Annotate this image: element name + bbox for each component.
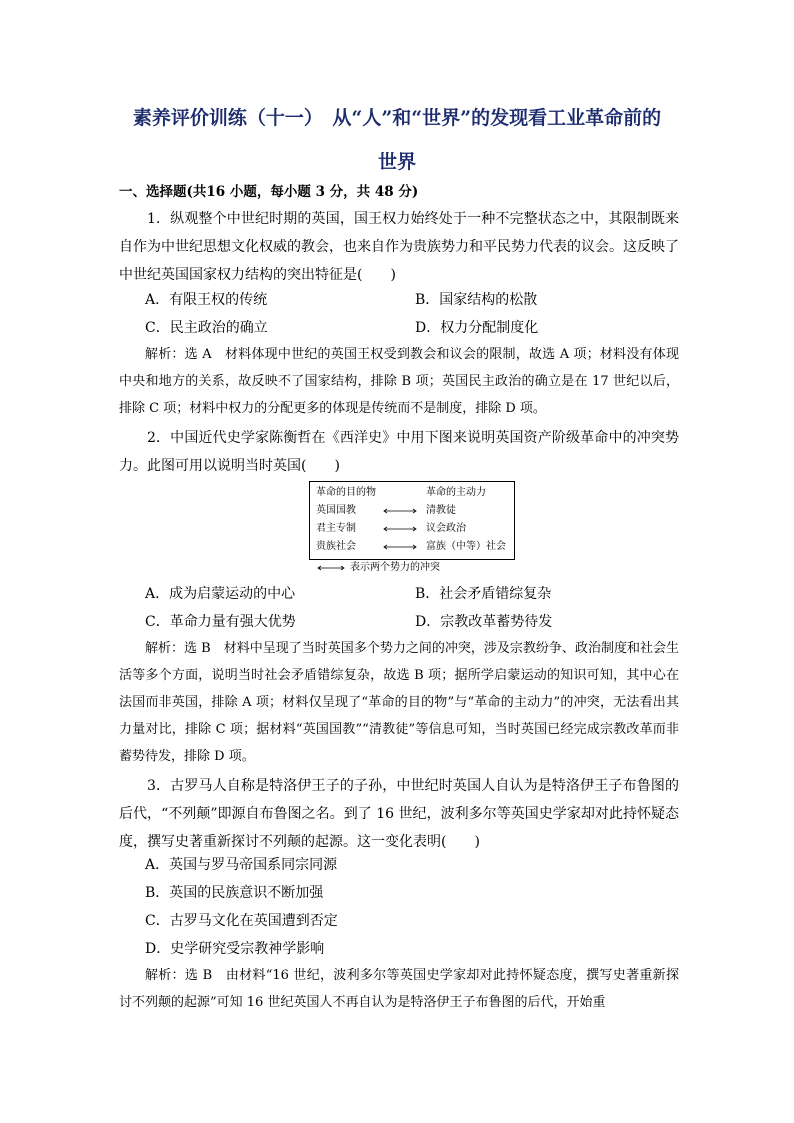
diagram-row-right: 富族（中等）社会 xyxy=(426,541,506,552)
diagram-row-left: 贵族社会 xyxy=(316,541,356,552)
double-arrow-icon xyxy=(316,564,346,572)
q2-option-c: C．革命力量有强大优势 xyxy=(145,614,296,630)
diagram-row-right: 清教徒 xyxy=(426,505,456,516)
q1-option-c: C．民主政治的确立 xyxy=(145,320,268,336)
question-3-analysis: 解析：选 B 由材料“16 世纪，波利多尔等英国史学家却对此持怀疑态度，撰写史著重新探讨不列颠的起源”可知 16 世纪英国人不再自认为是特洛伊王子布鲁图的后代，开始重 xyxy=(119,968,679,1010)
double-arrow-icon xyxy=(382,544,418,550)
q3-option-a: A．英国与罗马帝国系同宗同源 xyxy=(145,857,338,873)
diagram-header-row xyxy=(316,484,512,502)
question-2-analysis: 解析：选 B 材料中呈现了当时英国多个势力之间的冲突，涉及宗教纷争、政治制度和社会生活等多个方面，说明当时社会矛盾错综复杂，故选 B 项；据所学启蒙运动的知识可知，其中心在法国而非英国，排除 A 项；材料仅呈现了“革命的目的物”与“革命的主动力”的冲突，无法看出其力量对比，排除 C 项；据材料“英国国教”“清教徒”等信息可知，当时英国已经完成宗教改革而非蓄势待发，排除 D 项。 xyxy=(119,641,679,764)
q2-option-b: B．社会矛盾错综复杂 xyxy=(415,586,552,602)
double-arrow-icon xyxy=(382,526,418,532)
question-2-stem: 2．中国近代史学家陈衡哲在《西洋史》中用下图来说明英国资产阶级革命中的冲突势力。此图可用以说明当时英国( ) xyxy=(119,430,679,474)
q2-option-d: D．宗教改革蓄势待发 xyxy=(415,614,553,630)
question-1-analysis: 解析：选 A 材料体现中世纪的英国王权受到教会和议会的限制，故选 A 项；材料没有体现中央和地方的关系，故反映不了国家结构，排除 B 项；英国民主政治的确立是在 17 世纪以后，排除 C 项；材料中权力的分配更多的体现是传统而不是制度，排除 D 项。 xyxy=(119,347,679,416)
double-arrow-icon xyxy=(382,508,418,514)
q2-option-a: A．成为启蒙运动的中心 xyxy=(145,586,296,602)
question-1-stem: 1．纵观整个中世纪时期的英国，国王权力始终处于一种不完整状态之中，其限制既来自作为中世纪思想文化权威的教会，也来自作为贵族势力和平民势力代表的议会。这反映了中世纪英国国家权力结构的突出特征是( ) xyxy=(119,211,679,283)
q3-option-b: B．英国的民族意识不断加强 xyxy=(145,885,324,901)
q3-option-c: C．古罗马文化在英国遭到否定 xyxy=(145,913,338,929)
diagram-header-right: 革命的主动力 xyxy=(426,487,486,498)
q3-option-d: D．史学研究受宗教神学影响 xyxy=(145,941,325,957)
legend-text: 表示两个势力的冲突 xyxy=(350,562,440,573)
diagram-row xyxy=(316,538,512,556)
question-1-options xyxy=(145,286,685,342)
q1-option-a: A．有限王权的传统 xyxy=(145,292,268,308)
diagram-legend xyxy=(316,561,440,575)
diagram-row xyxy=(316,502,512,520)
q1-option-d: D．权力分配制度化 xyxy=(415,320,539,336)
diagram-header-left: 革命的目的物 xyxy=(316,487,376,498)
diagram-row-right: 议会政治 xyxy=(426,523,466,534)
question-2-options xyxy=(145,580,685,636)
question-3-stem: 3．古罗马人自称是特洛伊王子的子孙，中世纪时英国人自认为是特洛伊王子布鲁图的后代，“不列颠”即源自布鲁图之名。到了 16 世纪，波利多尔等英国史学家却对此持怀疑态度，撰写史著重新探讨不列颠的起源。这一变化表明( ) xyxy=(119,778,679,850)
diagram-row-left: 英国国教 xyxy=(316,505,356,516)
diagram-row-left: 君主专制 xyxy=(316,523,356,534)
q1-option-b: B．国家结构的松散 xyxy=(415,292,538,308)
title-line-2: 世界 xyxy=(377,151,416,173)
question-3-options xyxy=(145,851,685,963)
section-heading: 一、选择题(共16 小题，每小题 3 分，共 48 分) xyxy=(119,184,419,200)
page-title xyxy=(96,96,698,184)
conflict-diagram xyxy=(309,481,515,560)
title-line-1: 素养评价训练（十一） 从“人”和“世界”的发现看工业革命前的 xyxy=(132,107,662,129)
diagram-row xyxy=(316,520,512,538)
